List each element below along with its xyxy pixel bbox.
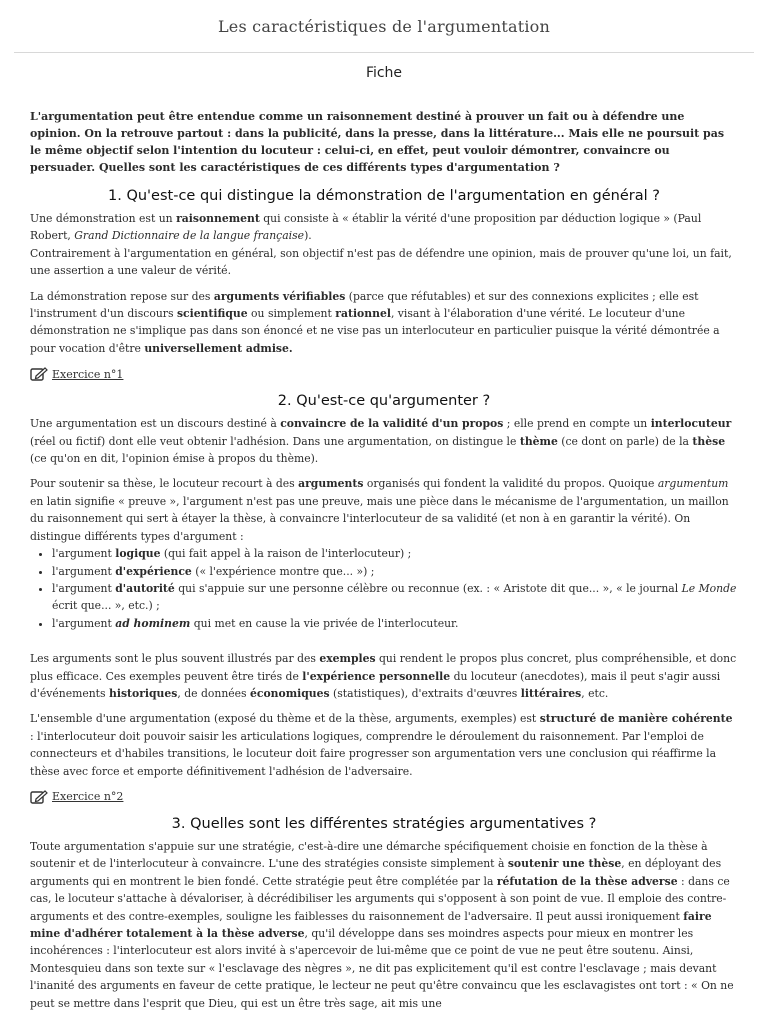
exercise-1-label[interactable]: Exercice n°1 [52, 367, 124, 381]
section1-paragraph-2: Contrairement à l'argumentation en général, son objectif n'est pas de défendre une opinion, mais de prouver qu'une loi, un fait, une assertion a une valeur de vérité. [30, 246, 732, 278]
section2-paragraph-4: L'ensemble d'une argumentation (exposé du thème et de la thèse, arguments, exemples) est structuré de manière cohérente : l'interlocuteur doit pouvoir saisir les articulations logiques, comprendre le déroulement du raisonnement. Par l'emploi de connecteurs et d'habiles transitions, le locuteur doit faire progresser son argumentation vers une conclusion qui réaffirme la thèse avec force et emporte définitivement l'adhésion de l'adversaire. [30, 712, 733, 778]
section2-paragraph-2: Pour soutenir sa thèse, le locuteur recourt à des arguments organisés qui fondent la validité du propos. Quoique argumentum en latin signifie « preuve », l'argument n'est pas une preuve, mais une pièce dans le mécanisme de l'argumentation, un maillon du raisonnement qui sert à étayer la thèse, à convaincre l'interlocuteur de sa validité (et non à en garantir la vérité). On distingue différents types d'argument : [30, 477, 729, 543]
edit-icon [30, 790, 48, 804]
section1-paragraph-1: Une démonstration est un raisonnement qui consiste à « établir la vérité d'une proposition par déduction logique » (Paul Robert, Grand Dictionnaire de la langue française). [30, 212, 702, 243]
list-item: • l'argument logique (qui fait appel à la raison de l'interlocuteur) ; [52, 545, 738, 562]
list-item: • l'argument ad hominem qui met en cause la vie privée de l'interlocuteur. [52, 615, 738, 632]
exercise-1-link[interactable] [30, 367, 738, 381]
section3-paragraph-1: Toute argumentation s'appuie sur une stratégie, c'est-à-dire une démarche spécifiquement choisie en fonction de la thèse à soutenir et de l'interlocuteur à convaincre. L'une des stratégies consiste simplement à soutenir une thèse, en déployant des arguments qui en montrent le bien fondé. Cette stratégie peut être complétée par la réfutation de la thèse adverse : dans ce cas, le locuteur s'attache à dévaloriser, à décrédibiliser les arguments qui s'opposent à son point de vue. Il emploie des contre-arguments et des contre-exemples, souligne les faiblesses du raisonnement de l'adversaire. Il peut aussi ironiquement faire mine d'adhérer totalement à la thèse adverse, qu'il développe dans ses moindres aspects pour mieux en montrer les incohérences : l'interlocuteur est alors invité à s'apercevoir de lui-même que ce point de vue ne peut être soutenu. Ainsi, Montesquieu dans son texte sur « l'esclavage des nègres », ne dit pas explicitement qu'il est contre l'esclavage ; mais devant l'inanité des arguments en faveur de cette pratique, le lecteur ne peut qu'être convaincu que les esclavagistes ont tort : « On ne peut se mettre dans l'esprit que Dieu, qui est un être très sage, ait mis une [30, 839, 734, 1010]
list-item: • l'argument d'autorité qui s'appuie sur une personne célèbre ou reconnue (ex. : « Aristote dit que... », « le journal Le Monde écrit que... », etc.) ; [52, 580, 738, 615]
intro-paragraph: L'argumentation peut être entendue comme un raisonnement destiné à prouver un fait ou à défendre une opinion. On la retrouve partout : dans la publicité, dans la presse, dans la littérature... Mais elle ne poursuit pas le même objectif selon l'intention du locuteur : celui-ci, en effet, peut vouloir démontrer, convaincre ou persuader. Quelles sont les caractéristiques de ces différents types d'argumentation ? [30, 110, 725, 174]
page-subtitle: Fiche [365, 65, 403, 81]
section2-paragraph-1: Une argumentation est un discours destiné à convaincre de la validité d'un propos ; elle prend en compte un interlocuteur (réel ou fictif) dont elle veut obtenir l'adhésion. Dans une argumentation, on distingue le thème (ce dont on parle) de la thèse (ce qu'on en dit, l'opinion émise à propos du thème). [30, 417, 732, 466]
section3-heading: 3. Quelles sont les différentes stratégies argumentatives ? [171, 815, 597, 832]
argument-types-list [30, 545, 738, 632]
section2-paragraph-3: Les arguments sont le plus souvent illustrés par des exemples qui rendent le propos plus concret, plus compréhensible, et donc plus efficace. Ces exemples peuvent être tirés de l'expérience personnelle du locuteur (anecdotes), mais il peut s'agir aussi d'événements historiques, de données économiques (statistiques), d'extraits d'œuvres littéraires, etc. [30, 652, 737, 700]
article-content [0, 108, 768, 1012]
exercise-2-label[interactable]: Exercice n°2 [52, 790, 124, 804]
edit-icon [30, 367, 48, 381]
section1-heading: 1. Qu'est-ce qui distingue la démonstration de l'argumentation en général ? [108, 188, 660, 204]
page-header [14, 0, 754, 53]
section1-paragraph-3: La démonstration repose sur des arguments vérifiables (parce que réfutables) et sur des connexions explicites ; elle est l'instrument d'un discours scientifique ou simplement rationnel, visant à l'élaboration d'une vérité. Le locuteur d'une démonstration ne s'implique pas dans son énoncé et ne vise pas un interlocuteur en particulier puisque la vérité démontrée a pour vocation d'être universellement admise. [30, 289, 720, 355]
section2-heading: 2. Qu'est-ce qu'argumenter ? [277, 393, 491, 410]
list-item: • l'argument d'expérience (« l'expérience montre que... ») ; [52, 563, 738, 580]
page-title: Les caractéristiques de l'argumentation [217, 16, 551, 36]
exercise-2-link[interactable] [30, 790, 738, 804]
